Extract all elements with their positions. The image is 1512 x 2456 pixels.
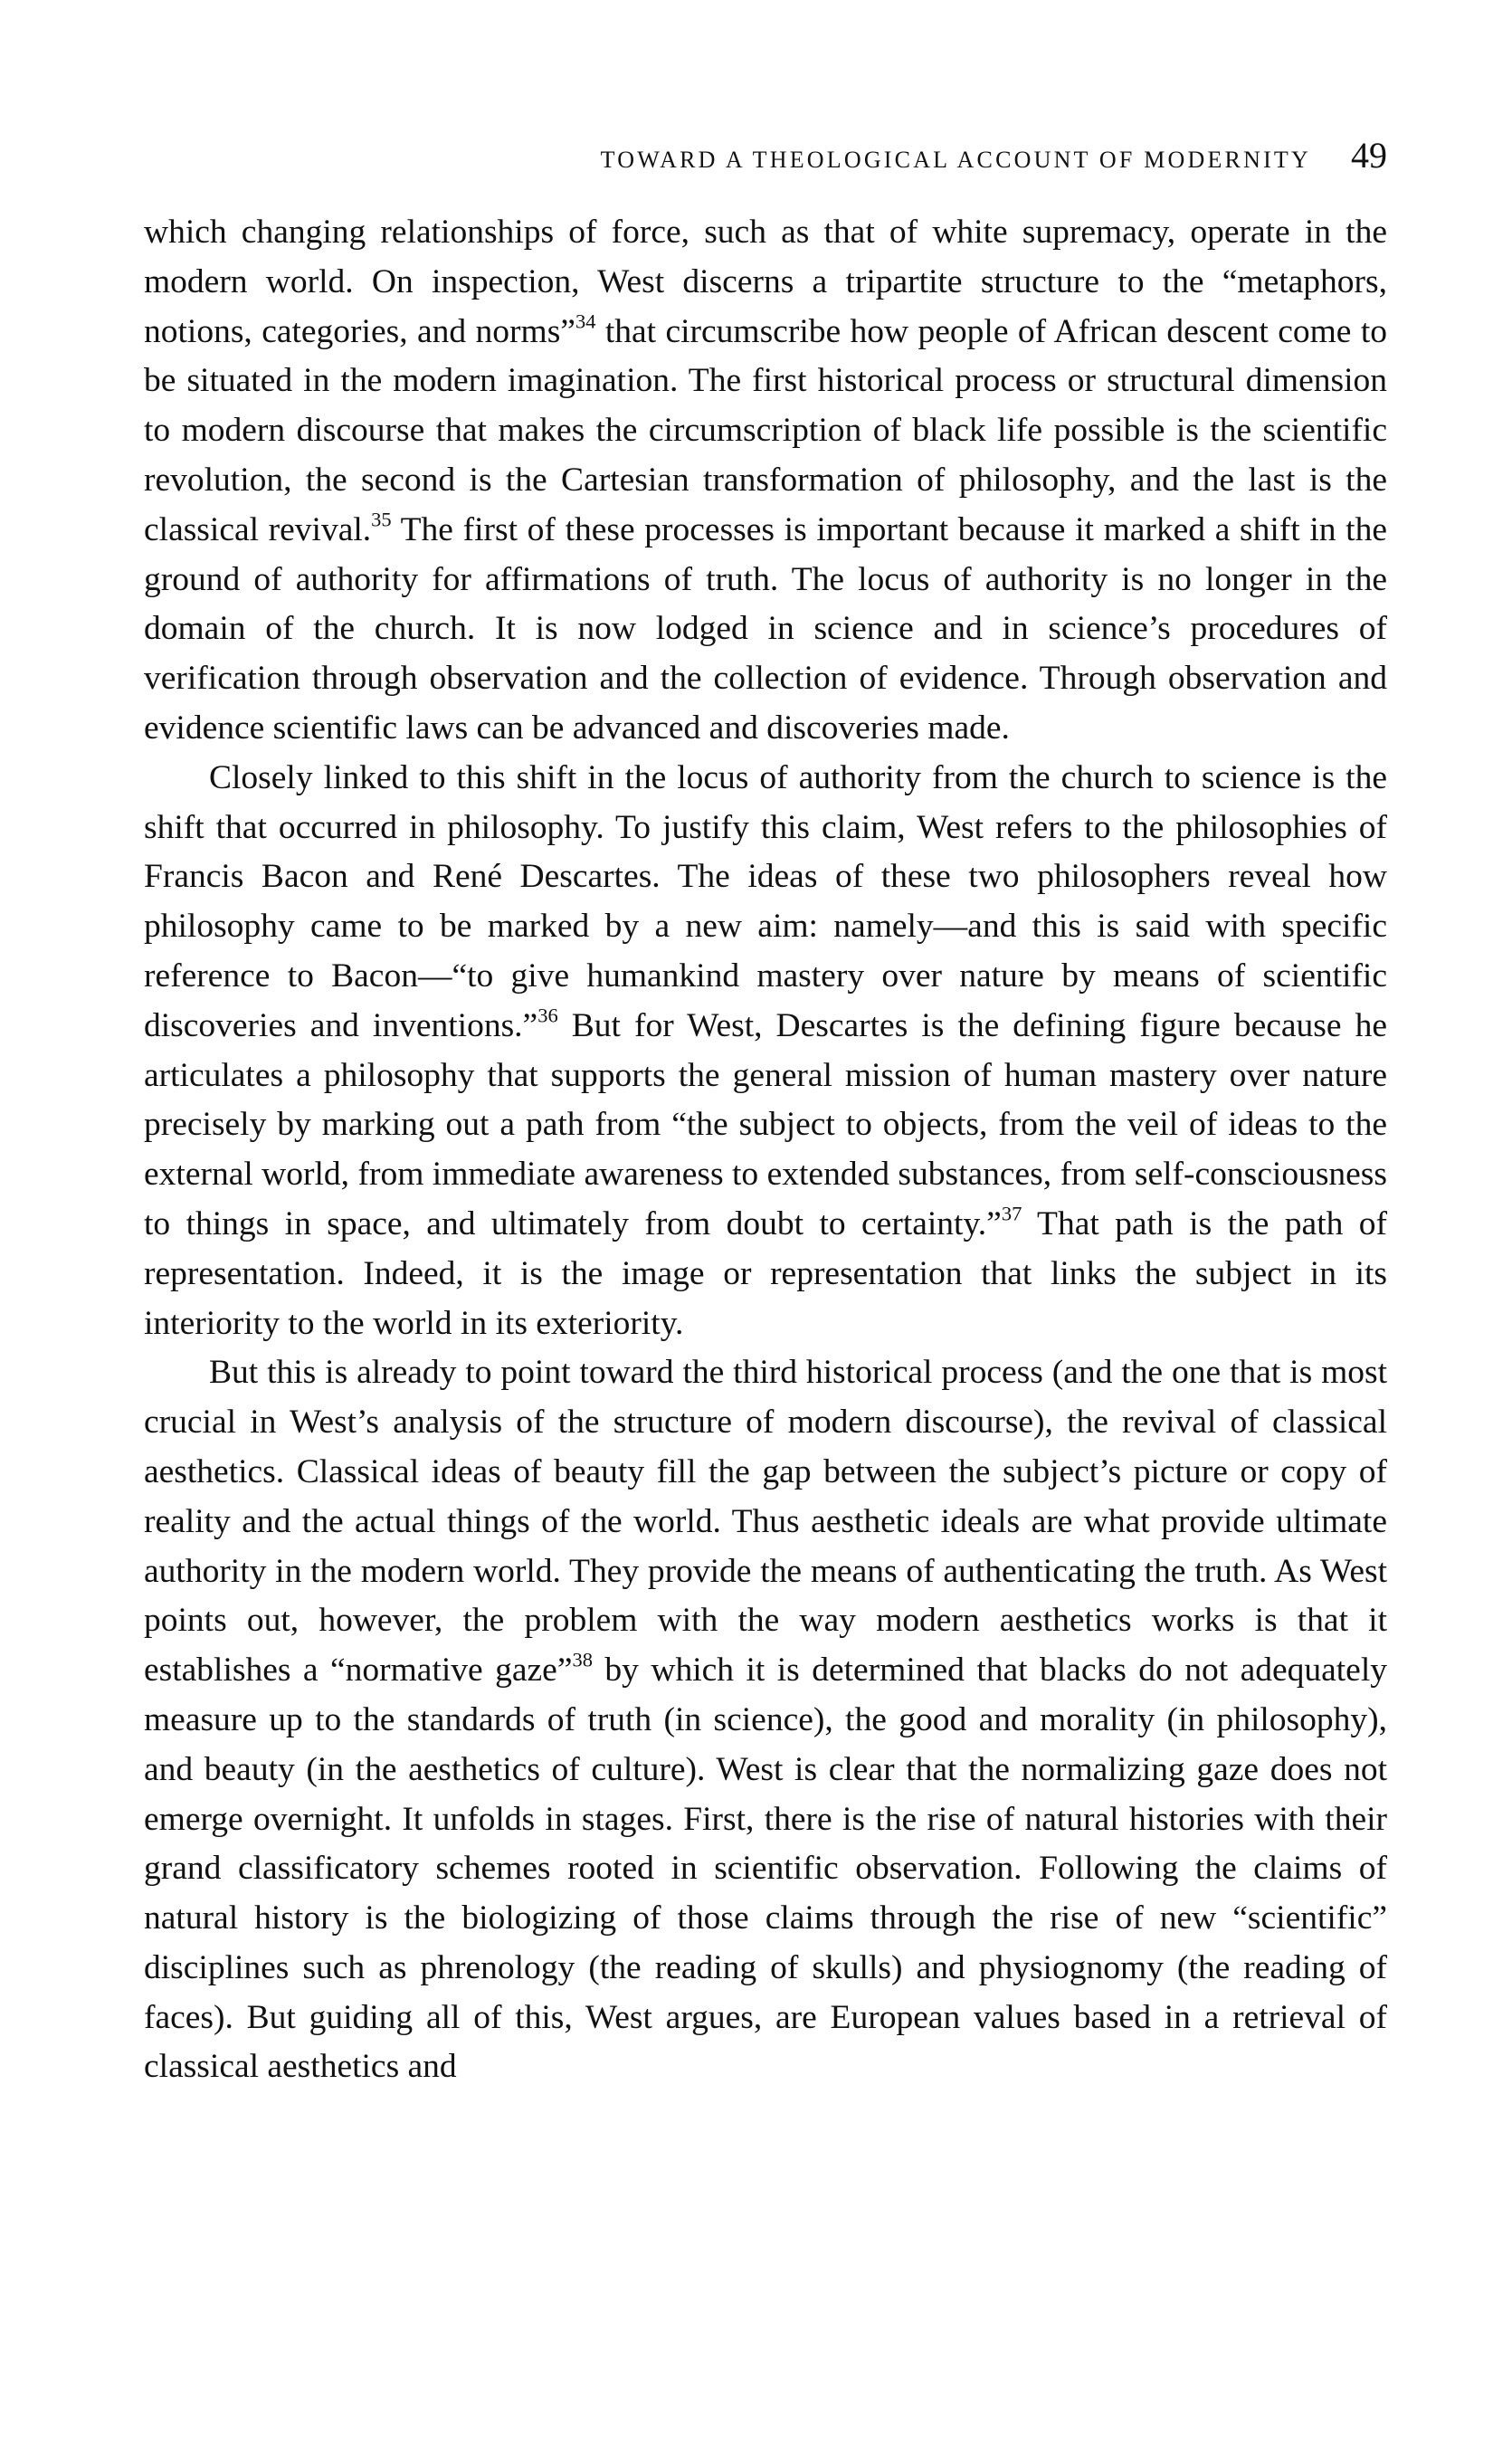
- text-run: that circumscribe how people of African descent come to be situated in the modern imagination. The first historical process or structural dimension to modern discourse that makes the circumscription of black life possible is the scientific revolution, the second is the Cartesian transformation of philosophy, and the last is the classical revival.: [144, 312, 1387, 548]
- running-head: [144, 134, 1387, 188]
- text-run: which changing relationships of force, such as that of white supremacy, operate in the modern world. On inspection, West discerns a tripartite structure to the “metaphors, notions, categories, and norms”: [144, 214, 1387, 350]
- running-head-title: TOWARD A THEOLOGICAL ACCOUNT OF MODERNITY: [600, 147, 1311, 173]
- footnote-ref: 35: [371, 508, 392, 531]
- text-run: But for West, Descartes is the defining figure because he articulates a philosophy that supports the general mission of human mastery over nature precisely by marking out a path from “the subject to objects, from the veil of ideas to the external world, from immediate awareness to extended substances, from self-consciousness to things in space, and ultimately from doubt to certainty.”: [144, 1006, 1387, 1242]
- text-run: The first of these processes is important because it marked a shift in the ground of authority for affirmations of truth. The locus of authority is no longer in the domain of the church. It is now lodged in science and in science’s procedures of verification through observation and the collection of evidence. Through observation and evidence scientific laws can be advanced and discoveries made.: [144, 510, 1387, 747]
- body-text: [144, 208, 1387, 2092]
- footnote-ref: 38: [572, 1648, 593, 1671]
- text-run: by which it is determined that blacks do not adequately measure up to the standards of truth (in science), the good and morality (in philosophy), and beauty (in the aesthetics of culture). West is clear that the normalizing gaze does not emerge overnight. It unfolds in stages. First, there is the rise of natural histories with their grand classificatory schemes rooted in scientific observation. Following the claims of natural history is the biologizing of those claims through the rise of new “scientific” disciplines such as phrenology (the reading of skulls) and physiognomy (the reading of faces). But guiding all of this, West argues, are European values based in a retrieval of classical aesthetics and: [144, 1652, 1387, 2086]
- book-page: [144, 134, 1387, 2092]
- footnote-ref: 34: [575, 309, 596, 332]
- paragraph: [144, 1348, 1387, 2092]
- footnote-ref: 36: [537, 1004, 558, 1026]
- page-number: 49: [1351, 135, 1387, 176]
- footnote-ref: 37: [1001, 1202, 1022, 1225]
- text-run: But this is already to point toward the third historical process (and the one that is most crucial in West’s analysis of the structure of modern discourse), the revival of classical aesthetics. Classical ideas of beauty fill the gap between the subject’s picture or copy of reality and the actual things of the world. Thus aesthetic ideals are what provide ultimate authority in the modern world. They provide the means of authenticating the truth. As West points out, however, the problem with the way modern aesthetics works is that it establishes a “normative gaze”: [144, 1354, 1387, 1690]
- paragraph: [144, 208, 1387, 754]
- paragraph: [144, 754, 1387, 1349]
- text-run: That path is the path of representation. Indeed, it is the image or representation that links the subject in its interiority to the world in its exteriority.: [144, 1204, 1388, 1342]
- text-run: Closely linked to this shift in the locus of authority from the church to science is the shift that occurred in philosophy. To justify this claim, West refers to the philosophies of Francis Bacon and René Descartes. The ideas of these two philosophers reveal how philosophy came to be marked by a new aim: namely—and this is said with specific reference to Bacon—“to give humankind mastery over nature by means of scientific discoveries and inventions.”: [144, 758, 1387, 1044]
